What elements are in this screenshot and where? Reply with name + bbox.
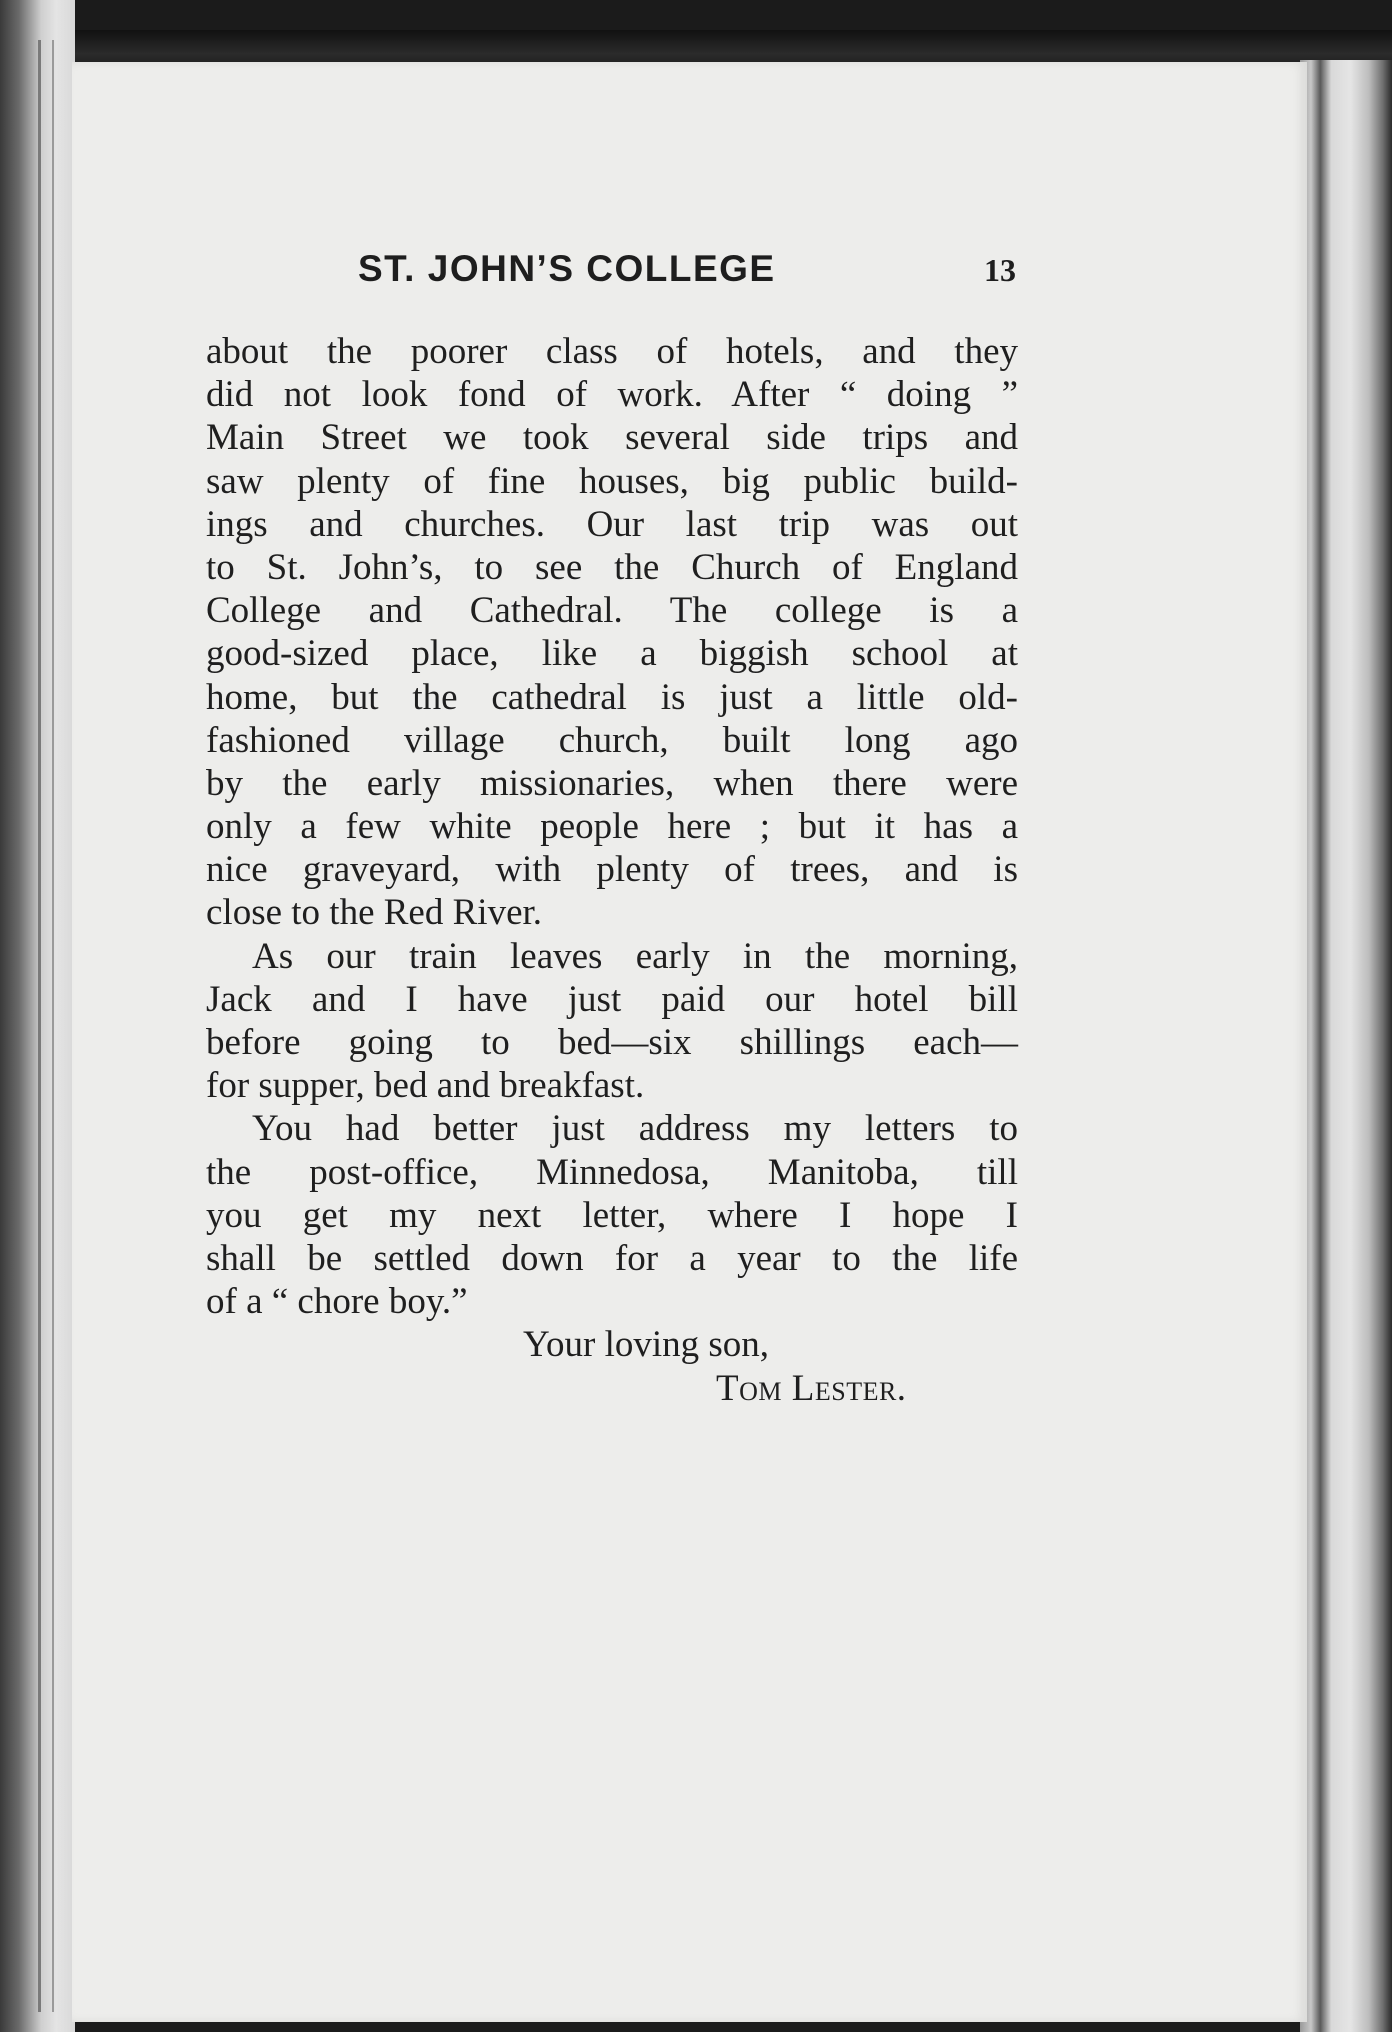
text-line: You had better just address my letters to — [252, 1108, 1018, 1150]
text-line: home, but the cathedral is just a little old- — [206, 676, 1018, 718]
text-line: to St. John’s, to see the Church of England — [206, 546, 1018, 588]
paragraph — [206, 330, 1018, 935]
signature: Tom Lester. — [716, 1367, 907, 1409]
body-text — [206, 330, 1018, 1410]
text-line: only a few white people here ; but it has a — [206, 806, 1018, 848]
text-line: fashioned village church, built long ago — [206, 719, 1018, 761]
text-line: good-sized place, like a biggish school at — [206, 633, 1018, 675]
text-line: for supper, bed and breakfast. — [206, 1065, 645, 1107]
text-line: College and Cathedral. The college is a — [206, 590, 1018, 632]
text-line: of a “ chore boy.” — [206, 1281, 468, 1323]
text-line: you get my next letter, where I hope I — [206, 1194, 1018, 1236]
text-line: by the early missionaries, when there were — [206, 762, 1018, 804]
text-line: the post-office, Minnedosa, Manitoba, till — [206, 1151, 1018, 1193]
text-line: As our train leaves early in the morning, — [252, 935, 1018, 977]
paragraph — [206, 1107, 1018, 1323]
text-line: did not look fond of work. After “ doing ” — [206, 374, 1018, 416]
page-number: 13 — [984, 252, 1016, 288]
text-line: close to the Red River. — [206, 892, 543, 934]
text-line: Main Street we took several side trips and — [206, 417, 1018, 459]
binding-line — [38, 40, 41, 2012]
running-title: ST. JOHN’S COLLEGE — [358, 248, 776, 289]
left-binding-edge — [0, 0, 75, 2032]
text-line: nice graveyard, with plenty of trees, and is — [206, 849, 1018, 891]
paragraphs — [206, 330, 1018, 1323]
text-line: about the poorer class of hotels, and they — [206, 331, 1018, 372]
paragraph — [206, 935, 1018, 1108]
text-line: saw plenty of fine houses, big public build- — [206, 460, 1018, 502]
page-stack-edge — [1300, 60, 1392, 2032]
text-line: shall be settled down for a year to the life — [206, 1237, 1018, 1279]
text-line: before going to bed—six shillings each— — [206, 1022, 1018, 1063]
text-line: Jack and I have just paid our hotel bill — [206, 978, 1018, 1020]
text-line: ings and churches. Our last trip was out — [206, 503, 1018, 545]
page-header — [0, 248, 1392, 298]
closing-line: Your loving son, — [523, 1324, 770, 1366]
binding-line — [52, 40, 54, 2012]
